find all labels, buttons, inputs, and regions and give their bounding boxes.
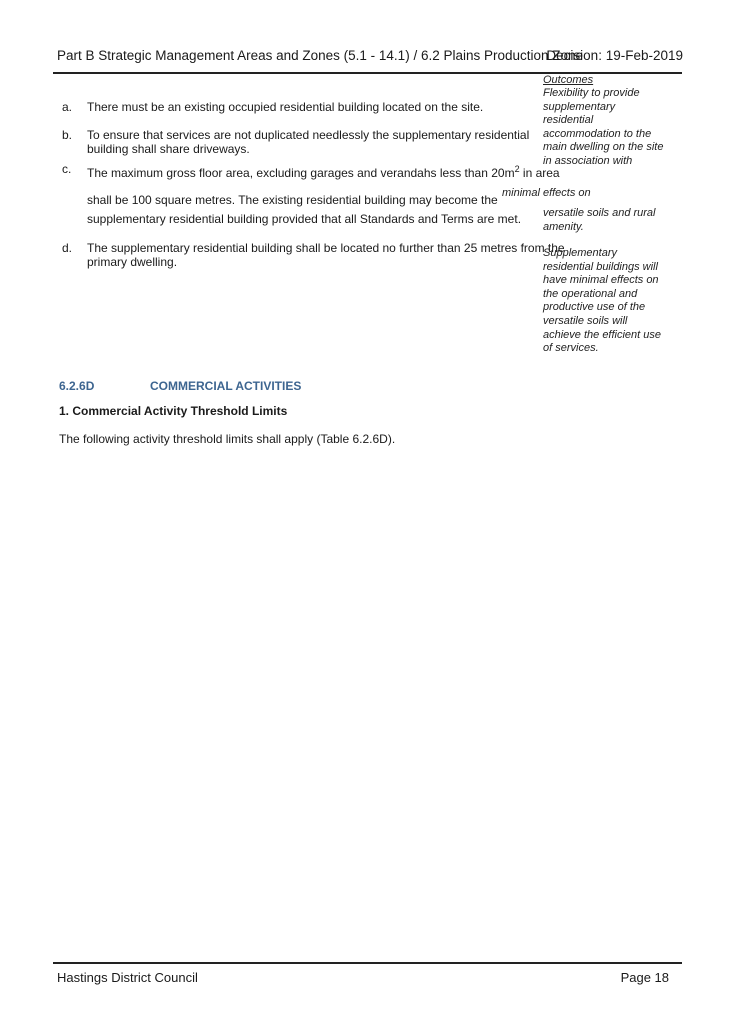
item-text-line2: shall be 100 square metres. The existing residential building may become the [87,193,498,207]
outcomes-line: the operational and [543,287,638,300]
item-text-post: in area [519,166,560,180]
outcomes-line: accommodation to the [543,127,652,140]
header-date: Decision: 19-Feb-2019 [546,48,683,63]
outcomes-line: Flexibility to provide [543,87,640,99]
outcomes-block-1 [543,87,683,169]
item-text-pre: The maximum gross floor area, excluding garages and verandahs less than 20m [87,166,515,180]
section-number: 6.2.6D [59,379,95,393]
outcomes-line: have minimal effects on [543,274,659,287]
outcomes-line: versatile soils will [543,314,628,327]
outcomes-line: residential [543,114,594,127]
item-text-line2: primary dwelling. [87,255,178,269]
footer-page-number: Page 18 [620,970,669,985]
item-marker: c. [62,162,72,176]
item-text-line2: building shall share driveways. [87,142,250,156]
outcomes-heading: Outcomes [543,74,594,86]
item-text-line3: supplementary residential building provided that all Standards and Terms are met. [87,212,522,226]
outcomes-line: productive use of the [543,301,646,314]
header-title: Part B Strategic Management Areas and Zones (5.1 - 14.1) / 6.2 Plains Production Zone [57,48,584,63]
item-marker: b. [62,128,73,142]
superscript: 2 [514,164,520,174]
outcomes-line: Supplementary [543,247,617,259]
outcomes-line: versatile soils and rural [543,207,656,219]
outcomes-block-3 [543,247,683,356]
section-subheading: 1. Commercial Activity Threshold Limits [59,404,288,418]
footer-rule [53,962,682,964]
section-title: COMMERCIAL ACTIVITIES [150,379,302,393]
outcomes-line: in association with [543,154,633,167]
outcomes-line: main dwelling on the site [543,141,664,154]
section-paragraph: The following activity threshold limits shall apply (Table 6.2.6D). [59,432,396,446]
item-marker: a. [62,100,73,114]
outcomes-line: supplementary [543,100,616,113]
item-text: There must be an existing occupied residential building located on the site. [87,100,484,114]
outcomes-line: residential buildings will [543,260,658,273]
footer-council: Hastings District Council [57,970,198,985]
outcomes-block-2 [543,207,683,234]
outcomes-line: achieve the efficient use [543,328,662,341]
item-text-line1: To ensure that services are not duplicated needlessly the supplementary residential [87,128,530,142]
outcomes-line: of services. [543,342,599,355]
item-text-line1 [87,162,560,180]
item-marker: d. [62,241,73,255]
item-text-line1: The supplementary residential building shall be located no further than 25 metres from the [87,241,565,255]
outcomes-line: amenity. [543,220,584,233]
outcomes-floating-line: minimal effects on [502,187,591,199]
